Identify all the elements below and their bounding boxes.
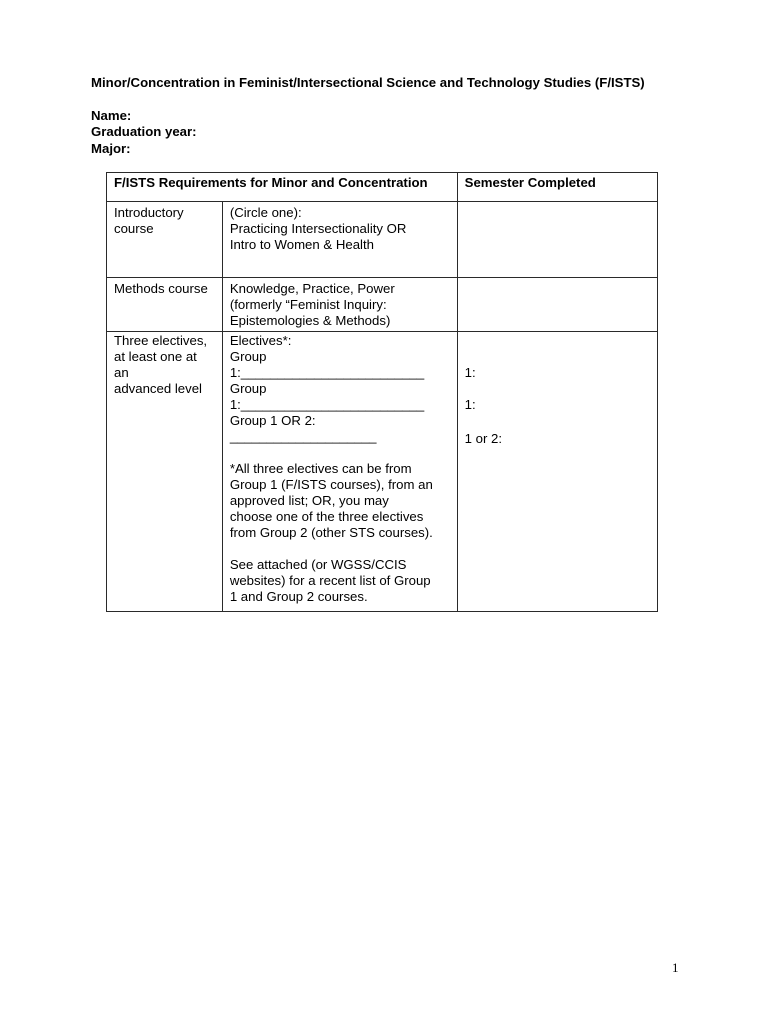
electives-label-line: advanced level	[114, 381, 202, 396]
electives-semester-cell[interactable]	[457, 332, 657, 612]
header-semester-completed: Semester Completed	[457, 173, 657, 202]
electives-note-line: approved list; OR, you may	[229, 493, 389, 508]
methods-semester-cell[interactable]	[457, 278, 657, 332]
elective-group1-blank[interactable]: 1:_________________________	[229, 365, 425, 380]
intro-label-cell	[107, 202, 223, 278]
electives-desc-line: Electives*:	[229, 333, 292, 348]
methods-label: Methods course	[114, 281, 208, 296]
major-label: Major:	[91, 141, 131, 156]
elective-group1-blank[interactable]: 1:_________________________	[229, 397, 425, 412]
intro-semester-cell[interactable]	[457, 202, 657, 278]
electives-desc-line: Group	[229, 349, 267, 364]
table-row-introductory	[107, 202, 658, 278]
semester-item: 1:	[464, 365, 476, 380]
intro-desc-line: Practicing Intersectionality OR	[229, 221, 407, 236]
intro-desc-line: Intro to Women & Health	[229, 237, 374, 252]
methods-desc-line: Knowledge, Practice, Power	[229, 281, 395, 296]
electives-see-line: See attached (or WGSS/CCIS	[229, 557, 407, 572]
electives-label-cell	[107, 332, 223, 612]
document-title: Minor/Concentration in Feminist/Intersectional Science and Technology Studies (F/ISTS)	[91, 75, 645, 90]
methods-label-cell	[107, 278, 223, 332]
semester-item: 1 or 2:	[464, 431, 503, 446]
intro-label-line: Introductory	[114, 205, 184, 220]
intro-description-cell	[222, 202, 457, 278]
electives-note-line: Group 1 (F/ISTS courses), from an	[229, 477, 433, 492]
name-label: Name:	[91, 108, 132, 123]
table-header-row	[107, 173, 658, 202]
spacer	[230, 541, 450, 557]
intro-desc-line: (Circle one):	[229, 205, 302, 220]
electives-note-line: from Group 2 (other STS courses).	[229, 525, 433, 540]
electives-desc-line: Group 1 OR 2:	[229, 413, 316, 428]
semester-item: 1:	[464, 397, 476, 412]
header-requirements: F/ISTS Requirements for Minor and Concentration	[107, 173, 458, 202]
electives-see-line: websites) for a recent list of Group	[229, 573, 431, 588]
electives-see-line: 1 and Group 2 courses.	[229, 589, 368, 604]
electives-desc-line: Group	[229, 381, 267, 396]
electives-label-line: Three electives,	[114, 333, 208, 348]
semester-list	[465, 333, 650, 447]
methods-description-cell	[222, 278, 457, 332]
methods-desc-line: (formerly “Feminist Inquiry:	[229, 297, 387, 312]
graduation-year-label: Graduation year:	[91, 124, 197, 139]
intro-label-line: course	[114, 221, 154, 236]
spacer	[230, 445, 450, 461]
table-row-electives	[107, 332, 658, 612]
electives-description-cell	[222, 332, 457, 612]
requirements-table	[106, 172, 658, 612]
methods-desc-line: Epistemologies & Methods)	[229, 313, 391, 328]
electives-note-line: *All three electives can be from	[229, 461, 412, 476]
table-row-methods	[107, 278, 658, 332]
electives-note-line: choose one of the three electives	[229, 509, 424, 524]
elective-group1or2-blank[interactable]: ____________________	[229, 429, 377, 444]
electives-label-line: at least one at an	[114, 349, 197, 380]
page-number: 1	[672, 960, 679, 975]
